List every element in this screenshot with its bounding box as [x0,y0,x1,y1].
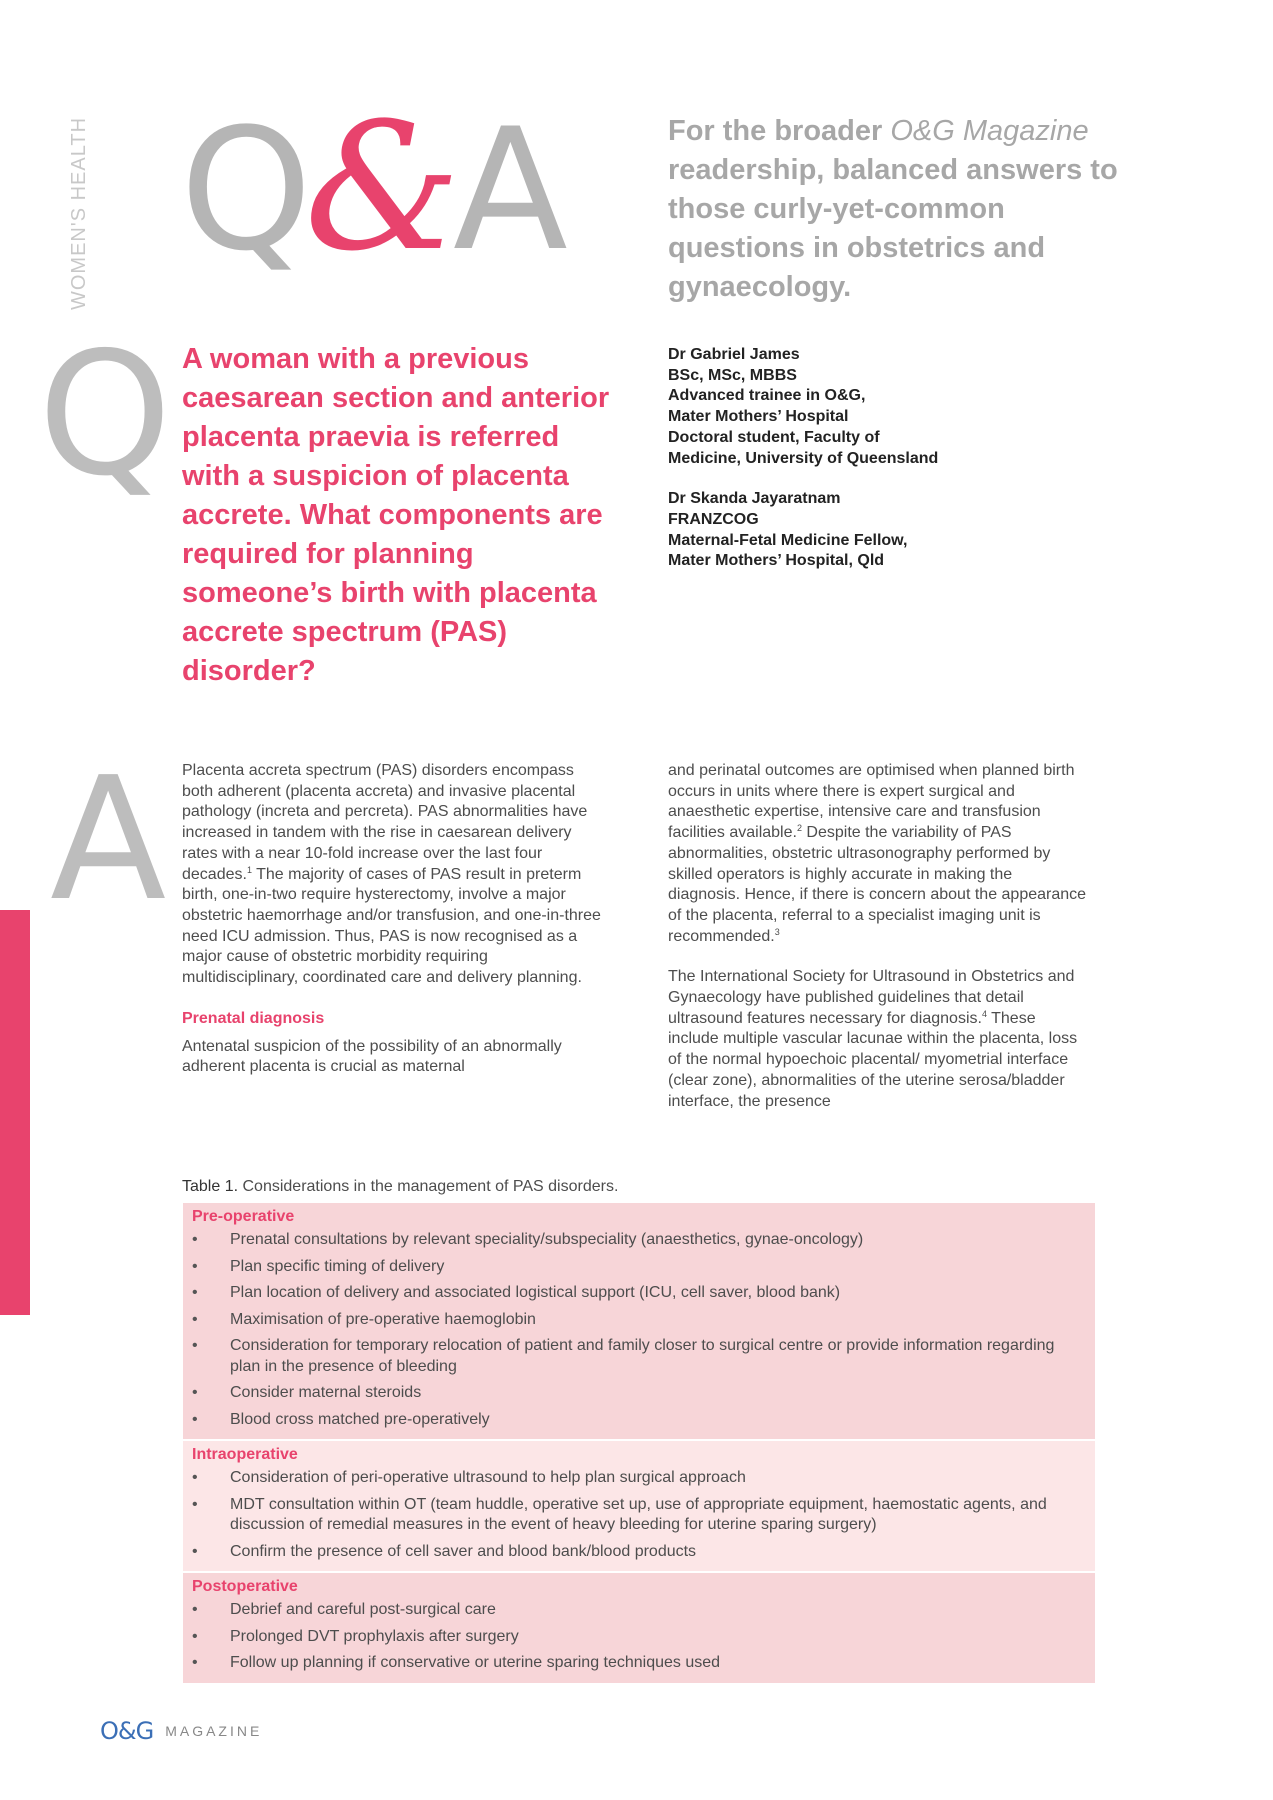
big-q-letter: Q [38,316,172,514]
author-1 [668,345,1088,469]
qa-heading-a: A [452,92,560,288]
list-item: • Consider maternal steroids [192,1383,1085,1404]
table-section-preoperative [183,1203,1095,1441]
list-item: • Prenatal consultations by relevant speciality/subspeciality (anaesthetics, gynae-oncology) [192,1230,1085,1251]
author-line: Medicine, University of Queensland [668,449,939,467]
list-item: • Maximisation of pre-operative haemoglobin [192,1310,1085,1331]
bullet-list [192,1230,1085,1430]
tagline [668,112,1138,307]
paragraph-text: The majority of cases of PAS result in preterm birth, one-in-two require hysterectomy, involve a major obstetric haemorrhage and/or transfusion, and one-in-three need ICU admission. Thus, PAS is now recognised as a major cause of obstetric morbidity requiring multidisciplinary, coordinated care and delivery planning. [182,865,601,987]
considerations-table [183,1203,1095,1685]
author-2 [668,489,1088,572]
author-line: Advanced trainee in O&G, [668,387,866,405]
author-line: FRANZCOG [668,510,759,528]
answer-column-1 [182,761,602,1098]
author-line: Mater Mothers’ Hospital, Qld [668,552,885,570]
section-title: Pre-operative [192,1208,295,1225]
list-item: • Plan specific timing of delivery [192,1257,1085,1278]
author-line: Dr Skanda Jayaratnam [668,490,841,508]
og-logo: O&G [100,1717,154,1745]
list-item: • Consideration for temporary relocation of patient and family closer to surgical centre or provide information regarding plan in the presence of bleeding [192,1336,1085,1377]
question-text: A woman with a previous caesarean section and anterior placenta praevia is referred with a suspicion of placenta accrete. What components are required for planning someone’s birth with placenta accrete spectrum (PAS) disorder? [182,343,610,687]
author-line: Dr Gabriel James [668,346,800,363]
section-title: Intraoperative [192,1446,298,1463]
reference-marker: 4 [981,1008,987,1019]
section-label: WOMEN'S HEALTH [68,116,90,310]
paragraph-text: The International Society for Ultrasound in Obstetrics and Gynaecology have published guidelines that detail ultrasound features necessary for diagnosis. [668,968,1075,1027]
paragraph-text: Placenta accreta spectrum (PAS) disorders encompass both adherent (placenta accreta) and invasive placental pathology (increta and percreta). PAS abnormalities have increased in tandem with the rise in caesarean delivery rates with a near 10-fold increase over the last four decades. [182,762,588,883]
table-caption-label: Table 1. [182,1178,239,1195]
bullet-list [192,1468,1085,1562]
body-paragraph [182,761,602,989]
section-title: Postoperative [192,1578,298,1595]
paragraph-text: and perinatal outcomes are optimised when planned birth occurs in units where there is expert surgical and anaesthetic expertise, intensive care and transfusion facilities available. [668,762,1075,842]
reference-marker: 3 [774,926,780,937]
table-section-intraoperative [183,1441,1095,1573]
author-line: Doctoral student, Faculty of [668,428,880,446]
body-paragraph [668,761,1088,947]
reference-marker: 2 [796,823,802,834]
bullet-list [192,1600,1085,1674]
author-line: Mater Mothers’ Hospital [668,408,849,426]
author-line: BSc, MSc, MBBS [668,366,797,384]
answer-column-2 [668,761,1088,1132]
reference-marker: 1 [246,864,252,875]
tagline-prefix: For the broader [668,115,891,147]
body-paragraph [668,967,1088,1112]
footer [100,1717,262,1745]
body-paragraph: Antenatal suspicion of the possibility of an abnormally adherent placenta is crucial as maternal [182,1037,562,1076]
list-item: • Debrief and careful post-surgical care [192,1600,1085,1621]
author-credits [668,345,1088,592]
list-item: • MDT consultation within OT (team huddle, operative set up, use of appropriate equipment, haemostatic agents, and discussion of remedial measures in the event of heavy bleeding for uterine sparing surgery) [192,1495,1085,1536]
list-item: • Blood cross matched pre-operatively [192,1410,1085,1431]
subheading-prenatal-diagnosis: Prenatal diagnosis [182,1009,325,1027]
list-item: • Prolonged DVT prophylaxis after surgery [192,1627,1085,1648]
list-item: • Consideration of peri-operative ultrasound to help plan surgical approach [192,1468,1085,1489]
author-line: Maternal-Fetal Medicine Fellow, [668,531,908,549]
list-item: • Follow up planning if conservative or uterine sparing techniques used [192,1653,1085,1674]
table-caption-text: Considerations in the management of PAS disorders. [238,1178,619,1195]
qa-heading [180,85,560,290]
tagline-rest: readership, balanced answers to those curly-yet-common questions in obstetrics and gynaecology. [668,154,1118,303]
tagline-magazine: O&G Magazine [890,115,1089,147]
paragraph-text: Despite the variability of PAS abnormalities, obstetric ultrasonography performed by skilled operators is highly accurate in making the diagnosis. Hence, if there is concern about the appearance of the placenta, referral to a specialist imaging unit is recommended. [668,824,1087,945]
accent-bar [0,910,30,1315]
list-item: • Confirm the presence of cell saver and blood bank/blood products [192,1542,1085,1563]
paragraph-text: These include multiple vascular lacunae within the placenta, loss of the normal hypoechoic placental/ myometrial interface (clear zone), abnormalities of the uterine serosa/bladder interface, the presence [668,1009,1078,1110]
magazine-wordmark: MAGAZINE [165,1723,263,1739]
table-section-postoperative [183,1573,1095,1685]
qa-heading-ampersand: & [304,85,453,290]
big-a-letter: A [50,741,167,939]
table-caption [182,1178,618,1196]
qa-heading-q: Q [180,92,305,288]
list-item: • Plan location of delivery and associated logistical support (ICU, cell saver, blood bank) [192,1283,1085,1304]
